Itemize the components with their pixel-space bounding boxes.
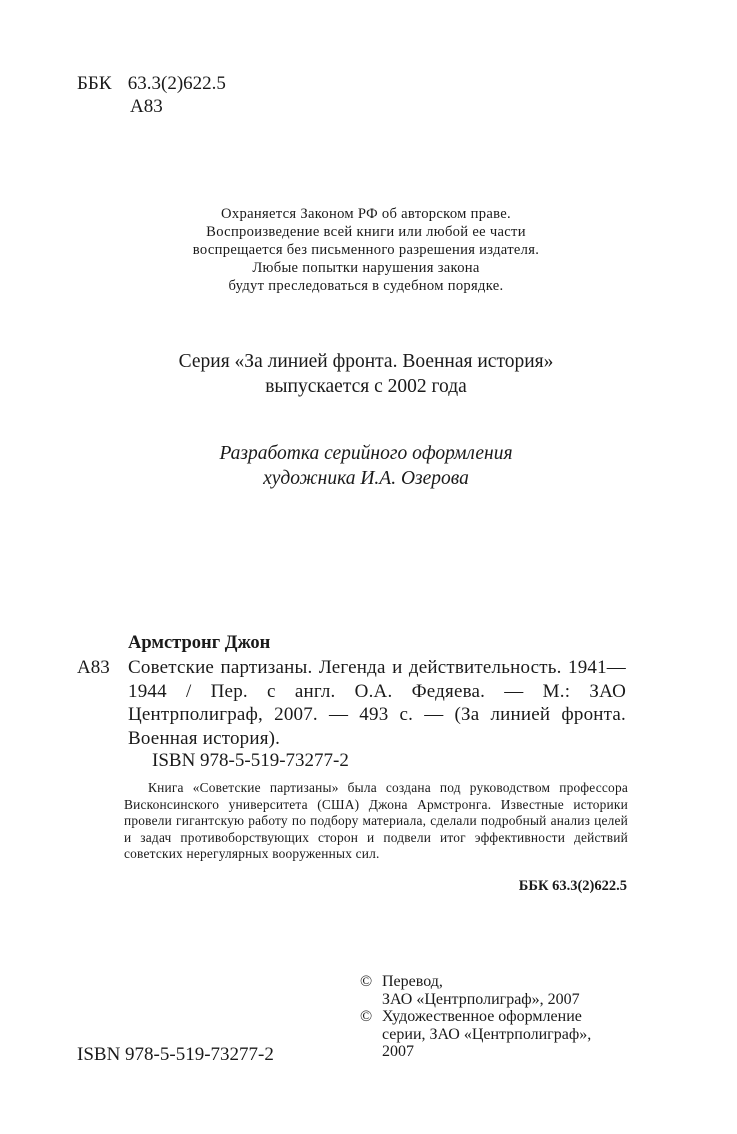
series-title: Серия «За линией фронта. Военная история» — [178, 351, 554, 372]
copyright-symbol: © — [360, 1008, 373, 1025]
annotation: Книга «Советские партизаны» была создана под руководством профессора Висконсинского университета (США) Джона Армстронга. Известные историки провели гигантскую работу по подбору материала, сделали подробный анализ целей и задач противоборствующих сторон и подвели итог эффективности действий советских нерегулярных вооруженных сил. — [124, 780, 628, 861]
design-credit — [80, 441, 652, 491]
copyright-notice — [100, 205, 632, 295]
copyright-line: будут преследоваться в судебном порядке. — [228, 278, 504, 294]
copyright-line: Любые попытки нарушения закона — [252, 260, 480, 276]
bbk-label: ББК — [77, 73, 112, 94]
catalog-author: Армстронг Джон — [128, 633, 271, 653]
isbn-footer: ISBN 978-5-519-73277-2 — [77, 1044, 274, 1065]
annotation-bbk: ББК 63.3(2)622.5 — [518, 878, 627, 894]
catalog-description: Советские партизаны. Легенда и действительность. 1941—1944 / Пер. с англ. О.А. Федяева. — М.: ЗАО Центрполиграф, 2007. — 493 с. — (За линией фронта. Военная история). — [128, 657, 626, 749]
catalog-isbn: ISBN 978-5-519-73277-2 — [152, 750, 349, 771]
design-line: Разработка серийного оформления — [219, 443, 513, 464]
bbk-classification — [77, 72, 226, 118]
series-info — [80, 349, 652, 399]
series-since: выпускается с 2002 года — [265, 376, 467, 397]
credit-translation — [360, 973, 591, 1008]
credit-line: Перевод, — [382, 973, 443, 990]
catalog-sign: А83 — [77, 657, 110, 678]
design-line: художника И.А. Озерова — [263, 468, 469, 489]
copyright-line: воспрещается без письменного разрешения издателя. — [192, 242, 540, 258]
credit-line: ЗАО «Центрполиграф», 2007 — [382, 990, 580, 1008]
copyright-line: Воспроизведение всей книги или любой ее части — [206, 224, 526, 240]
copyright-symbol: © — [360, 973, 373, 990]
copyright-credits — [360, 973, 591, 1061]
bbk-code: 63.3(2)622.5 — [127, 73, 226, 94]
credit-line: серии, ЗАО «Центрполиграф», — [382, 1025, 592, 1043]
bbk-line — [77, 72, 226, 95]
credit-design — [360, 1008, 591, 1061]
credit-line: Художественное оформление — [382, 1008, 582, 1025]
copyright-line: Охраняется Законом РФ об авторском праве. — [221, 206, 511, 222]
author-sign: А83 — [130, 96, 163, 117]
credit-line: 2007 — [382, 1043, 414, 1060]
